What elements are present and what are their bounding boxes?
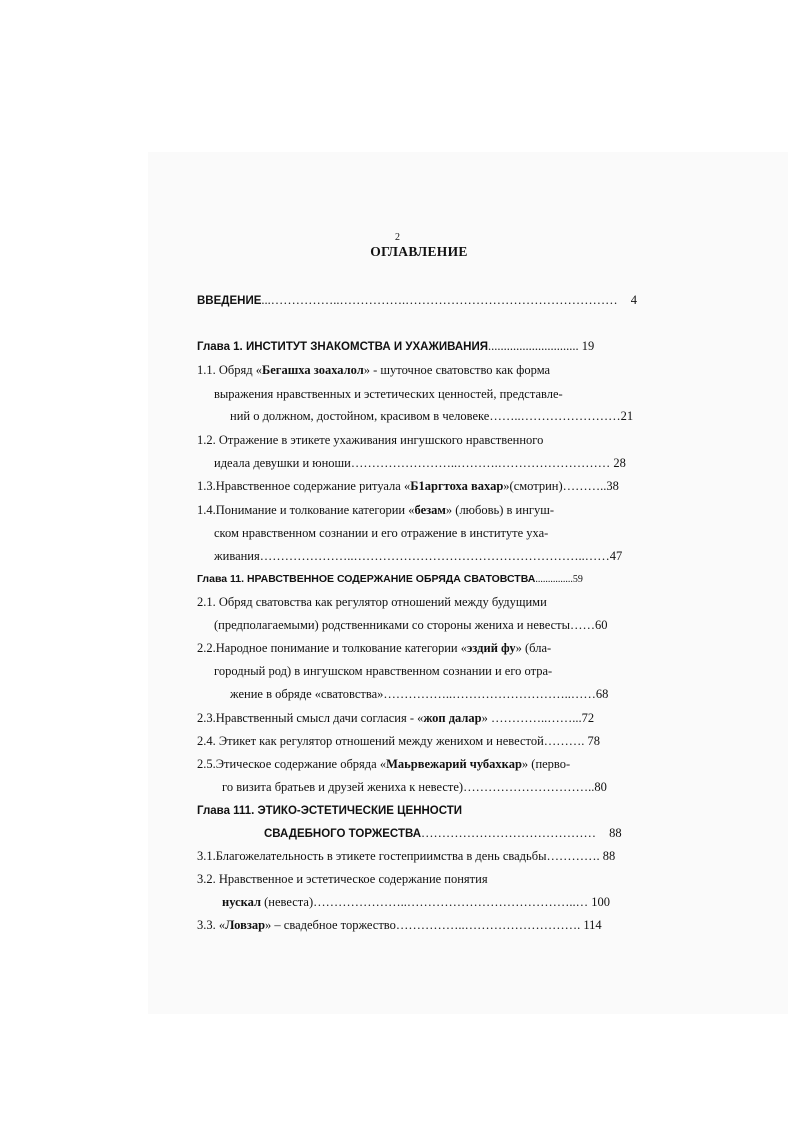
toc-section-2-2-line2: городный род) в ингушском нравственном сознании и его отра-: [214, 664, 553, 678]
toc-text: » (бла-: [515, 641, 552, 655]
toc-section-3-2-line2: [222, 894, 610, 910]
toc-text: » (перво-: [521, 757, 571, 771]
toc-text: 3.3. «: [197, 918, 226, 932]
toc-text: » (любовь) в ингуш-: [445, 503, 555, 517]
toc-term: эздий фу: [466, 641, 516, 655]
toc-dots: .............................: [487, 339, 579, 353]
toc-chapter-label: СВАДЕБНОГО ТОРЖЕСТВА: [264, 828, 422, 840]
toc-section-2-1-line1[interactable]: 2.1. Обряд сватовства как регулятор отношений между будущими: [197, 595, 547, 609]
toc-text: » …………..……...72: [481, 711, 595, 725]
toc-section-2-3[interactable]: [197, 710, 594, 726]
toc-text: »(смотрин)………..38: [503, 479, 619, 493]
toc-section-1-2-line2: идеала девушки и юноши……………………..……….……………………… 28: [214, 456, 626, 470]
toc-chapter-label: Глава 1. ИНСТИТУТ ЗНАКОМСТВА И УХАЖИВАНИЯ: [197, 341, 488, 353]
toc-page: 88: [609, 826, 622, 840]
toc-section-1-1-line1[interactable]: [197, 362, 550, 378]
toc-section-1-4-line3: живания…………………..………………………………………………..……47: [214, 549, 623, 563]
toc-entry-label: ВВЕДЕНИЕ: [197, 295, 262, 307]
toc-chapter-3-line2[interactable]: [264, 825, 622, 842]
toc-chapter-label: Глава 11. НРАВСТВЕННОЕ СОДЕРЖАНИЕ ОБРЯДА СВАТОВСТВА: [197, 573, 536, 585]
toc-text: 2.3.Нравственный смысл дачи согласия - «: [197, 711, 424, 725]
toc-section-2-2-line3: жение в обряде «сватовства»……………..………………………..……68: [230, 687, 609, 701]
toc-section-1-4-line2: ском нравственном сознании и его отражение в институте уха-: [214, 526, 549, 540]
page-number: 2: [395, 232, 400, 243]
toc-section-1-4-line1[interactable]: [197, 502, 554, 518]
toc-term: безам: [414, 503, 446, 517]
toc-chapter-1[interactable]: [197, 338, 594, 355]
toc-page: 4: [630, 293, 638, 307]
toc-text: » – свадебное торжество……………..………………………. 114: [265, 918, 602, 932]
toc-section-2-4[interactable]: 2.4. Этикет как регулятор отношений между женихом и невестой………. 78: [197, 734, 601, 748]
toc-text: 2.2.Народное понимание и толкование категории «: [197, 641, 467, 655]
toc-section-3-3[interactable]: [197, 917, 602, 933]
toc-term: Б1аргтоха вахар: [410, 479, 504, 493]
toc-entry-intro[interactable]: [197, 292, 637, 309]
toc-chapter-2[interactable]: [197, 570, 583, 588]
toc-chapter-label: Глава 111. ЭТИКО-ЭСТЕТИЧЕСКИЕ ЦЕННОСТИ: [197, 805, 463, 817]
toc-text: 1.1. Обряд «: [197, 363, 262, 377]
toc-term: Ловзар: [225, 918, 266, 932]
toc-term: Маьрвежарий чубахкар: [386, 757, 522, 771]
toc-section-2-5-line2: го визита братьев и друзей жениха к невесте)…………………………..80: [222, 780, 607, 794]
toc-chapter-3-line1[interactable]: [197, 802, 462, 819]
toc-section-2-1-line2: (предполагаемыми) родственниками со стороны жениха и невесты……60: [214, 618, 608, 632]
toc-term: жоп далар: [423, 711, 482, 725]
toc-section-2-2-line1[interactable]: [197, 640, 551, 656]
toc-text: 1.4.Понимание и толкование категории «: [197, 503, 415, 517]
toc-section-2-5-line1[interactable]: [197, 756, 570, 772]
toc-section-1-3[interactable]: [197, 478, 619, 494]
toc-text: 1.3.Нравственное содержание ритуала «: [197, 479, 411, 493]
toc-term: нускал: [222, 895, 262, 909]
toc-page: 59: [572, 574, 583, 585]
toc-text: (невеста)…………………..…………………………………..… 100: [261, 895, 610, 909]
toc-section-3-2-line1[interactable]: 3.2. Нравственное и эстетическое содержание понятия: [197, 872, 488, 886]
toc-section-1-1-line2: выражения нравственных и эстетических ценностей, представле-: [214, 387, 563, 401]
toc-term: Бегашха зоахалол: [262, 363, 364, 377]
toc-text: 2.5.Этическое содержание обряда «: [197, 757, 387, 771]
toc-section-1-1-line3: ний о должном, достойном, красивом в человеке……..……………………21: [230, 409, 634, 423]
toc-text: » - шуточное сватовство как форма: [363, 363, 551, 377]
toc-title: ОГЛАВЛЕНИЕ: [370, 244, 468, 259]
toc-section-1-2-line1[interactable]: 1.2. Отражение в этикете ухаживания ингушского нравственного: [197, 433, 544, 447]
toc-page: 19: [581, 339, 595, 353]
toc-dots: ...……………..…………….……………………………………………: [261, 293, 618, 307]
toc-dots: ……………………………………: [421, 826, 597, 840]
toc-section-3-1[interactable]: 3.1.Благожелательность в этикете гостеприимства в день свадьбы…………. 88: [197, 849, 616, 863]
toc-dots: ...............: [535, 574, 573, 585]
